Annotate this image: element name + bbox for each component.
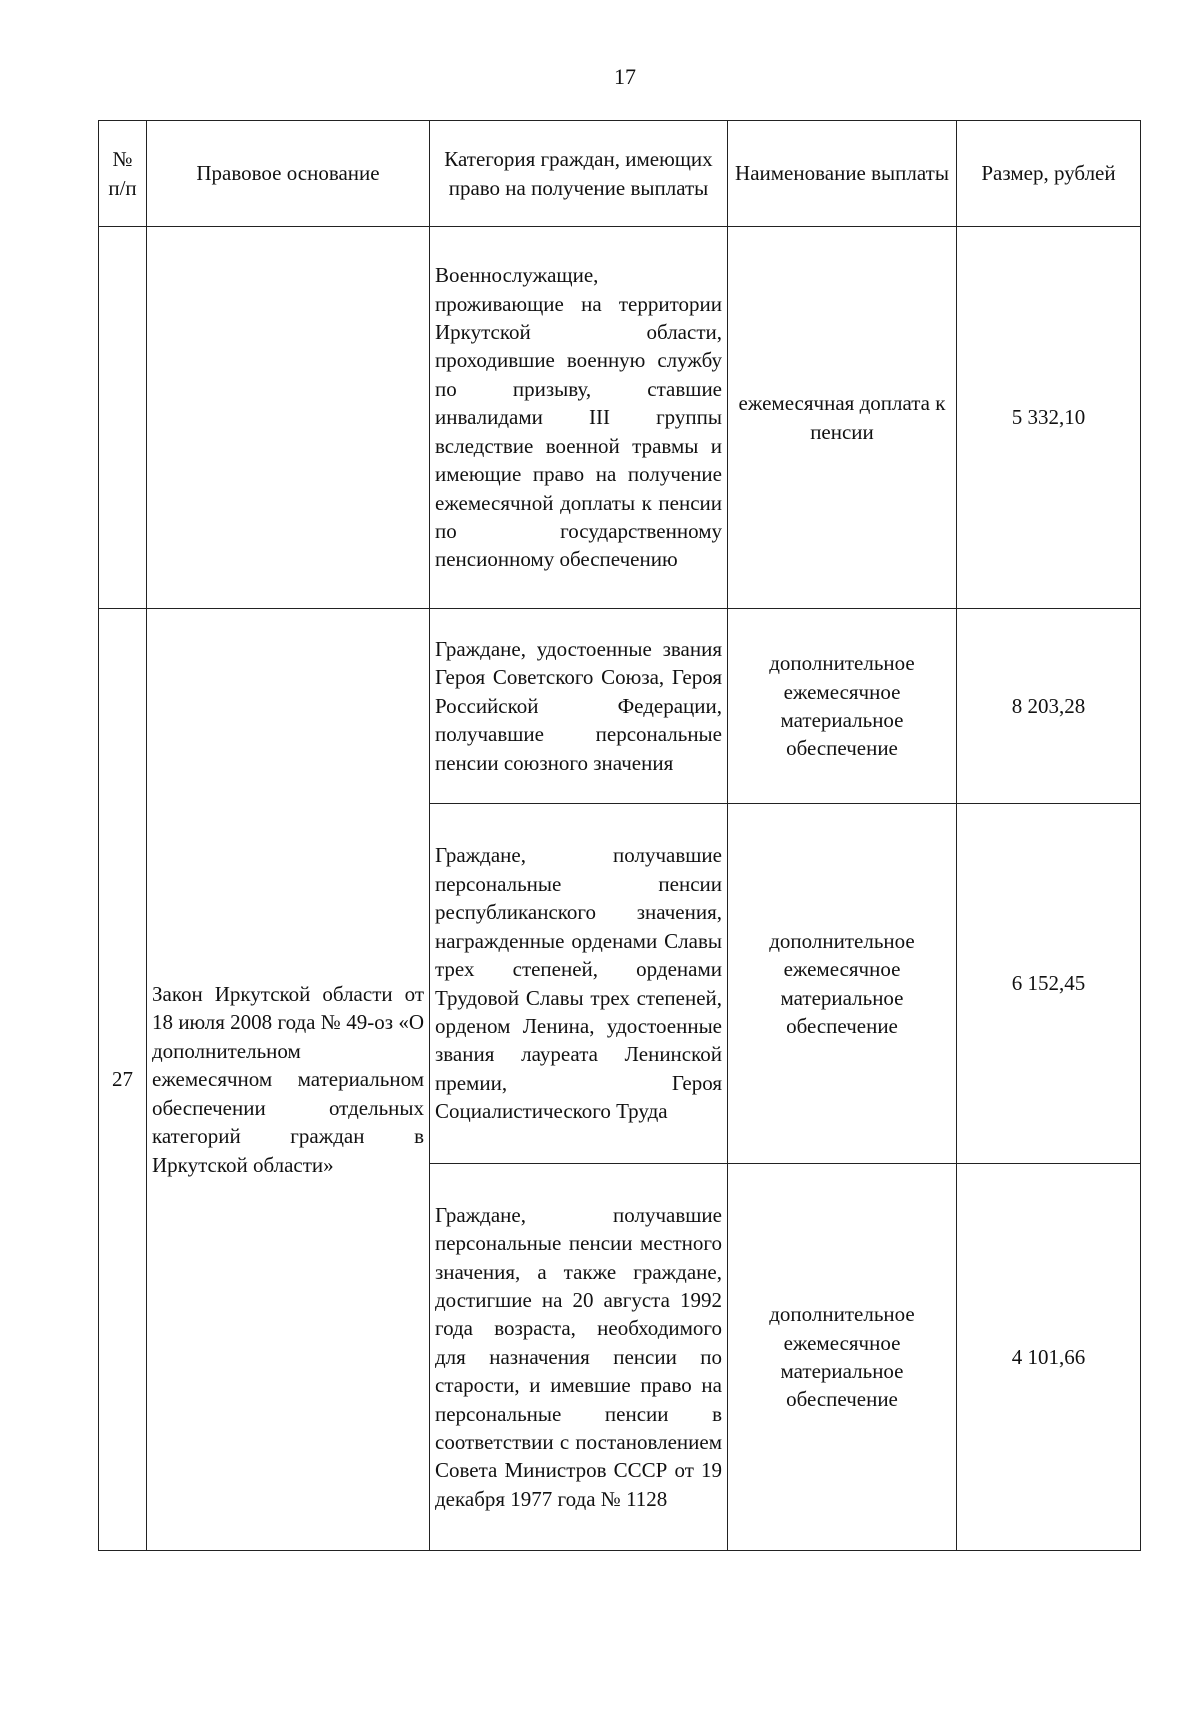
table-header-row bbox=[99, 121, 1141, 227]
row-category: Граждане, удостоенные звания Героя Советского Союза, Героя Российской Федерации, получавшие персональные пенсии союзного значения bbox=[430, 609, 728, 804]
page-number: 17 bbox=[614, 64, 636, 89]
row-basis bbox=[147, 227, 430, 609]
row-category: Военнослужащие, проживающие на территории Иркутской области, проходившие военную службу по призыву, ставшие инвалидами III группы вследствие военной травмы и имеющие право на получение ежемесячной доплаты к пенсии по государственному пенсионному обеспечению bbox=[430, 227, 728, 609]
payments-table bbox=[98, 120, 1141, 1551]
row-num bbox=[99, 227, 147, 609]
row-amount: 6 152,45 bbox=[957, 804, 1141, 1164]
header-num: № п/п bbox=[99, 121, 147, 227]
row-payment: дополнительное ежемесячное материальное обеспечение bbox=[728, 1164, 957, 1551]
header-basis: Правовое основание bbox=[147, 121, 430, 227]
row-amount: 4 101,66 bbox=[957, 1164, 1141, 1551]
table-row bbox=[99, 609, 1141, 804]
row-category: Граждане, получавшие персональные пенсии республиканского значения, награжденные орденами Славы трех степеней, орденами Трудовой Славы трех степеней, орденом Ленина, удостоенные звания лауреата Ленинской премии, Героя Социалистического Труда bbox=[430, 804, 728, 1164]
row-amount: 8 203,28 bbox=[957, 609, 1141, 804]
row-payment: ежемесячная доплата к пенсии bbox=[728, 227, 957, 609]
row-amount: 5 332,10 bbox=[957, 227, 1141, 609]
row-basis: Закон Иркутской области от 18 июля 2008 года № 49-оз «О дополнительном ежемесячном материальном обеспечении отдельных категорий граждан в Иркутской области» bbox=[147, 609, 430, 1551]
header-category: Категория граждан, имеющих право на получение выплаты bbox=[430, 121, 728, 227]
header-payment: Наименование выплаты bbox=[728, 121, 957, 227]
row-category: Граждане, получавшие персональные пенсии местного значения, а также граждане, достигшие на 20 августа 1992 года возраста, необходимого для назначения пенсии по старости, и имевшие право на персональные пенсии в соответствии с постановлением Совета Министров СССР от 19 декабря 1977 года № 1128 bbox=[430, 1164, 728, 1551]
row-num: 27 bbox=[99, 609, 147, 1551]
row-payment: дополнительное ежемесячное материальное обеспечение bbox=[728, 804, 957, 1164]
row-payment: дополнительное ежемесячное материальное обеспечение bbox=[728, 609, 957, 804]
header-amount: Размер, рублей bbox=[957, 121, 1141, 227]
table-row bbox=[99, 227, 1141, 609]
